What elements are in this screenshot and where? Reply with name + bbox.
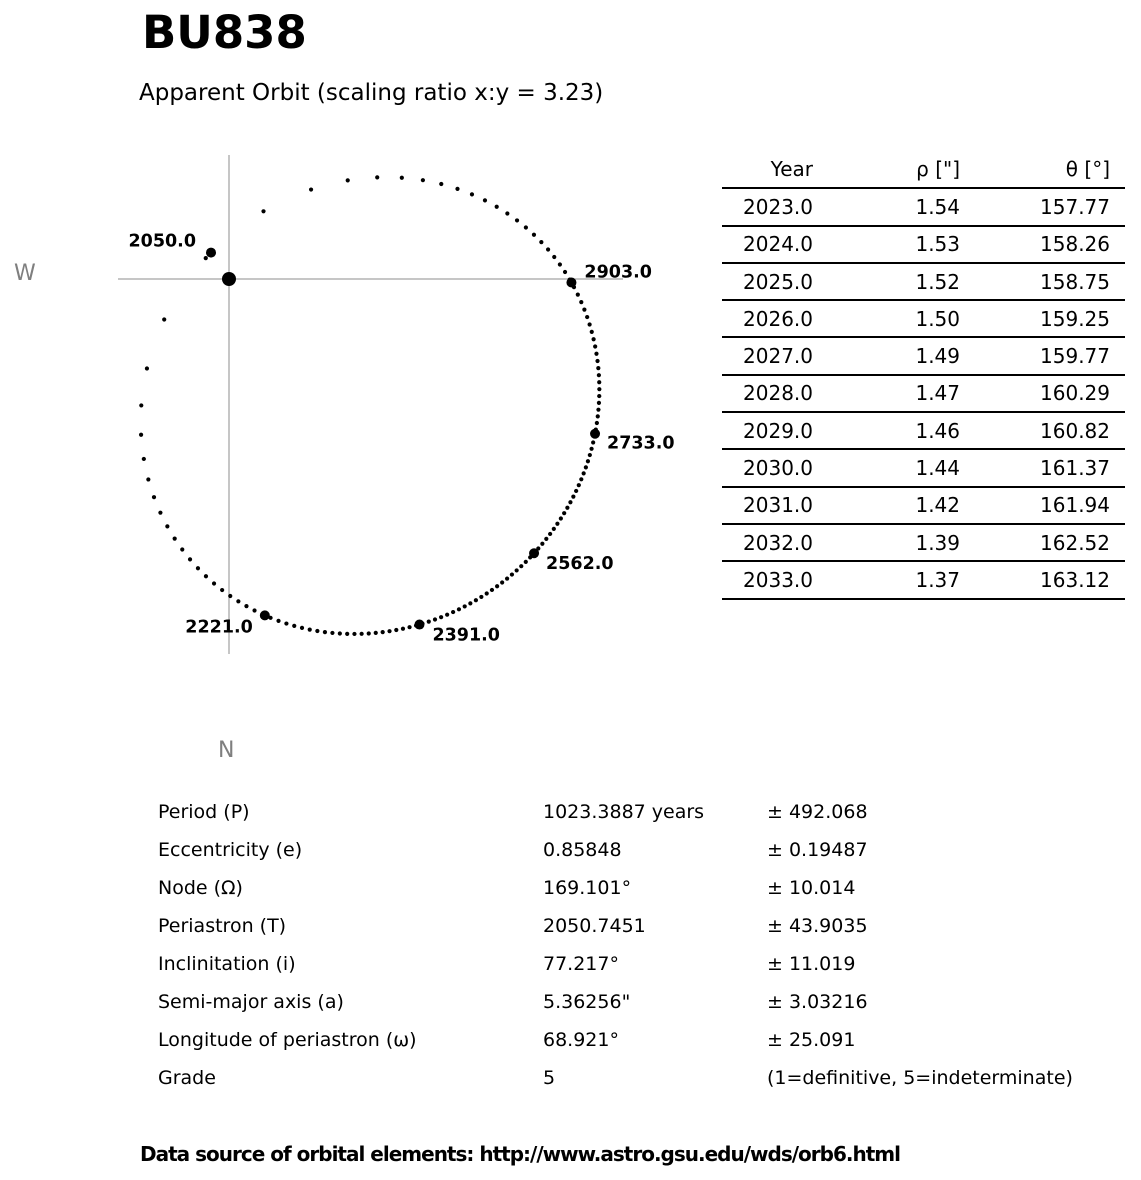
- orbit-dot: [220, 588, 224, 592]
- orbit-dot: [563, 270, 567, 274]
- ephemeris-cell-pad: [1110, 375, 1125, 412]
- ephemeris-cell: 2024.0: [722, 226, 813, 263]
- orbit-dot: [308, 627, 312, 631]
- orbit-dot: [470, 192, 474, 196]
- element-value: 5: [543, 1067, 556, 1089]
- ephemeris-row: [722, 263, 1125, 300]
- orbit-dot: [284, 621, 288, 625]
- ephemeris-cell-pad: [1110, 412, 1125, 449]
- orbit-dot: [495, 205, 499, 209]
- ephemeris-cell-pad: [1110, 300, 1125, 337]
- ephemeris-cell: 157.77: [960, 188, 1110, 225]
- orbit-dot: [596, 414, 600, 418]
- ephemeris-row: [722, 337, 1125, 374]
- orbit-dot: [152, 495, 156, 499]
- orbit-dot: [555, 522, 559, 526]
- orbit-dot: [374, 631, 378, 635]
- ephemeris-cell-pad: [1110, 487, 1125, 524]
- ephemeris-row: [722, 561, 1125, 598]
- ephemeris-cell: 1.50: [813, 300, 960, 337]
- ephemeris-cell-pad: [1110, 524, 1125, 561]
- orbit-dot: [576, 293, 580, 297]
- element-value: 169.101°: [543, 877, 632, 899]
- orbit-dot: [204, 256, 208, 260]
- orbit-dot: [505, 576, 509, 580]
- ephemeris-cell: 162.52: [960, 524, 1110, 561]
- element-value: 0.85848: [543, 839, 622, 861]
- element-label: Semi-major axis (a): [158, 991, 344, 1013]
- element-error: (1=definitive, 5=indeterminate): [767, 1067, 1073, 1089]
- element-row: [158, 869, 1087, 907]
- ephemeris-cell-pad: [1110, 263, 1125, 300]
- orbit-dot: [439, 182, 443, 186]
- ephemeris-body: [722, 188, 1125, 598]
- orbit-dot: [433, 617, 437, 621]
- ephemeris-cell: 1.37: [813, 561, 960, 598]
- orbit-dot: [596, 366, 600, 370]
- orbit-dot: [445, 613, 449, 617]
- orbit-dot: [427, 620, 431, 624]
- orbit-dot: [483, 198, 487, 202]
- orbit-dot: [212, 581, 216, 585]
- ephemeris-cell: 2033.0: [722, 561, 813, 598]
- orbit-dot: [552, 255, 556, 259]
- orbit-dot: [588, 322, 592, 326]
- orbit-dot: [585, 315, 589, 319]
- orbit-dot: [479, 595, 483, 599]
- element-value: 68.921°: [543, 1029, 619, 1051]
- epoch-dot: [260, 610, 270, 620]
- ephemeris-cell: 1.53: [813, 226, 960, 263]
- orbit-dot: [162, 317, 166, 321]
- orbit-dot: [571, 495, 575, 499]
- ephemeris-cell: 160.29: [960, 375, 1110, 412]
- ephemeris-header: ρ ["]: [813, 151, 960, 188]
- epoch-label: 2221.0: [185, 617, 253, 638]
- ephemeris-header: Year: [722, 151, 813, 188]
- orbit-dot: [524, 560, 528, 564]
- ephemeris-cell-pad: [1110, 188, 1125, 225]
- ephemeris-cell: 158.26: [960, 226, 1110, 263]
- epoch-label: 2903.0: [584, 262, 652, 283]
- orbit-dot: [548, 532, 552, 536]
- page-subtitle: Apparent Orbit (scaling ratio x:y = 3.23): [139, 80, 604, 106]
- data-source-footer: Data source of orbital elements: http://www.astro.gsu.edu/wds/orb6.html: [140, 1142, 900, 1166]
- element-error: ± 0.19487: [767, 839, 868, 861]
- ephemeris-header-pad: [1110, 151, 1125, 188]
- orbit-dot: [142, 457, 146, 461]
- orbit-dot: [559, 516, 563, 520]
- element-row: [158, 831, 1087, 869]
- orbit-dot: [595, 421, 599, 425]
- ephemeris-cell: 158.75: [960, 263, 1110, 300]
- element-row: [158, 945, 1087, 983]
- ephemeris-cell: 1.54: [813, 188, 960, 225]
- orbit-dot: [338, 631, 342, 635]
- orbit-dot: [474, 598, 478, 602]
- element-label: Inclinitation (i): [158, 953, 296, 975]
- ephemeris-cell: 1.42: [813, 487, 960, 524]
- element-value: 5.36256": [543, 991, 631, 1013]
- orbit-dot: [261, 209, 265, 213]
- orbit-dot: [345, 632, 349, 636]
- orbit-dot: [591, 440, 595, 444]
- orbit-dot: [596, 408, 600, 412]
- primary-star-dot: [222, 272, 236, 286]
- element-error: ± 10.014: [767, 877, 856, 899]
- orbit-dot: [515, 218, 519, 222]
- orbit-dot: [490, 588, 494, 592]
- element-error: ± 25.091: [767, 1029, 856, 1051]
- orbit-dot: [165, 524, 169, 528]
- orbit-dot: [597, 401, 601, 405]
- ephemeris-cell-pad: [1110, 226, 1125, 263]
- ephemeris-cell: 2028.0: [722, 375, 813, 412]
- orbit-dot: [584, 465, 588, 469]
- ephemeris-cell-pad: [1110, 337, 1125, 374]
- orbit-dot: [586, 459, 590, 463]
- epoch-dot: [590, 429, 600, 439]
- ephemeris-cell: 2031.0: [722, 487, 813, 524]
- orbit-dot: [323, 630, 327, 634]
- orbit-dot: [593, 344, 597, 348]
- ephemeris-cell: 2025.0: [722, 263, 813, 300]
- ephemeris-row: [722, 487, 1125, 524]
- epoch-dot: [206, 248, 216, 258]
- ephemeris-row: [722, 300, 1125, 337]
- orbit-dot: [381, 630, 385, 634]
- ephemeris-cell: 161.94: [960, 487, 1110, 524]
- epoch-dot: [529, 548, 539, 558]
- orbit-dot: [346, 178, 350, 182]
- orbit-dot: [500, 580, 504, 584]
- orbit-dot: [588, 453, 592, 457]
- orbit-dot: [204, 574, 208, 578]
- orbit-dot: [352, 632, 356, 636]
- orbit-dot: [519, 564, 523, 568]
- ephemeris-cell: 160.82: [960, 412, 1110, 449]
- epoch-dot: [414, 620, 424, 630]
- orbit-dot: [394, 628, 398, 632]
- ephemeris-row: [722, 375, 1125, 412]
- ephemeris-cell-pad: [1110, 561, 1125, 598]
- ephemeris-row: [722, 188, 1125, 225]
- orbit-dot: [540, 542, 544, 546]
- ephemeris-cell: 1.39: [813, 524, 960, 561]
- north-axis-label: N: [218, 738, 235, 763]
- ephemeris-cell: 2023.0: [722, 188, 813, 225]
- orbit-dot: [468, 601, 472, 605]
- orbit-dot: [544, 537, 548, 541]
- orbit-dot: [401, 627, 405, 631]
- orbit-dot: [244, 604, 248, 608]
- orbit-dot: [597, 387, 601, 391]
- ephemeris-cell: 2029.0: [722, 412, 813, 449]
- orbit-dot: [158, 511, 162, 515]
- element-label: Period (P): [158, 801, 250, 823]
- orbit-dot: [139, 433, 143, 437]
- ephemeris-head: [722, 151, 1125, 188]
- orbit-dot: [455, 187, 459, 191]
- epoch-dot: [566, 278, 576, 288]
- element-label: Grade: [158, 1067, 216, 1089]
- orbit-dot: [510, 572, 514, 576]
- orbit-dot: [597, 373, 601, 377]
- orbit-dot: [558, 262, 562, 266]
- element-error: ± 11.019: [767, 953, 856, 975]
- orbit-dot: [485, 591, 489, 595]
- ephemeris-cell: 159.77: [960, 337, 1110, 374]
- ephemeris-table: [722, 151, 1125, 600]
- orbit-dot: [451, 610, 455, 614]
- orbit-dot: [300, 626, 304, 630]
- orbit-dot: [252, 608, 256, 612]
- orbit-dot: [579, 477, 583, 481]
- orbit-dot: [457, 607, 461, 611]
- orbit-dot: [387, 629, 391, 633]
- element-label: Longitude of periastron (ω): [158, 1029, 417, 1051]
- orbit-dot: [577, 483, 581, 487]
- orbit-dot: [589, 447, 593, 451]
- orbit-dot: [539, 240, 543, 244]
- epoch-label: 2733.0: [607, 433, 675, 454]
- element-label: Periastron (T): [158, 915, 287, 937]
- orbit-dot: [145, 366, 149, 370]
- orbit-dot: [309, 187, 313, 191]
- element-label: Node (Ω): [158, 877, 243, 899]
- orbit-dot: [582, 308, 586, 312]
- epoch-label: 2391.0: [432, 625, 500, 646]
- element-error: ± 3.03216: [767, 991, 868, 1013]
- orbit-dot: [579, 300, 583, 304]
- orbit-dot: [360, 632, 364, 636]
- orbit-dot: [515, 568, 519, 572]
- orbit-dot: [400, 176, 404, 180]
- element-value: 2050.7451: [543, 915, 646, 937]
- element-row: [158, 907, 1087, 945]
- orbit-dot: [421, 178, 425, 182]
- ephemeris-row: [722, 412, 1125, 449]
- ephemeris-cell: 163.12: [960, 561, 1110, 598]
- ephemeris-cell: 161.37: [960, 449, 1110, 486]
- ephemeris-cell: 1.49: [813, 337, 960, 374]
- ephemeris-cell: 2027.0: [722, 337, 813, 374]
- element-label: Eccentricity (e): [158, 839, 303, 861]
- element-value: 1023.3887 years: [543, 801, 705, 823]
- orbit-dot: [532, 233, 536, 237]
- orbit-dot: [463, 604, 467, 608]
- ephemeris-cell: 1.44: [813, 449, 960, 486]
- ephemeris-cell-pad: [1110, 449, 1125, 486]
- epoch-label: 2050.0: [128, 231, 197, 252]
- orbit-dot: [139, 403, 143, 407]
- ephemeris-cell: 2026.0: [722, 300, 813, 337]
- orbit-dot: [568, 500, 572, 504]
- ephemeris-cell: 2032.0: [722, 524, 813, 561]
- ephemeris-head-row: [722, 151, 1125, 188]
- orbit-dot: [597, 380, 601, 384]
- orbit-dot: [574, 489, 578, 493]
- orbit-dot: [276, 619, 280, 623]
- orbit-dot: [505, 211, 509, 215]
- orbit-dot: [292, 624, 296, 628]
- epoch-label: 2562.0: [546, 554, 614, 575]
- orbit-dot: [546, 247, 550, 251]
- ephemeris-cell: 1.47: [813, 375, 960, 412]
- element-row: [158, 1021, 1087, 1059]
- orbit-dot: [597, 394, 601, 398]
- page-title: BU838: [142, 6, 307, 59]
- orbit-dot: [330, 631, 334, 635]
- orbit-dot: [236, 599, 240, 603]
- orbit-dot: [188, 557, 192, 561]
- element-row: [158, 793, 1087, 831]
- orbit-dot: [196, 566, 200, 570]
- orbit-dot: [552, 527, 556, 531]
- element-error: ± 492.068: [767, 801, 868, 823]
- orbit-dot: [315, 629, 319, 633]
- orbit-dot: [524, 225, 528, 229]
- orbit-dot: [375, 175, 379, 179]
- orbit-dot: [595, 359, 599, 363]
- orbit-dot: [582, 471, 586, 475]
- orbit-dot: [565, 506, 569, 510]
- orbit-dot: [592, 337, 596, 341]
- ephemeris-cell: 159.25: [960, 300, 1110, 337]
- orbit-dot: [228, 594, 232, 598]
- ephemeris-header: θ [°]: [960, 151, 1110, 188]
- element-value: 77.217°: [543, 953, 619, 975]
- orbit-dot: [146, 477, 150, 481]
- ephemeris-cell: 2030.0: [722, 449, 813, 486]
- ephemeris-row: [722, 524, 1125, 561]
- element-row: [158, 983, 1087, 1021]
- orbit-dot: [407, 625, 411, 629]
- orbital-elements: [158, 793, 1087, 1097]
- ephemeris-row: [722, 226, 1125, 263]
- element-row: [158, 1059, 1087, 1097]
- orbit-dot: [594, 352, 598, 356]
- orbit-dot: [180, 547, 184, 551]
- orbit-dot: [173, 536, 177, 540]
- ephemeris-cell: 1.52: [813, 263, 960, 300]
- ephemeris-row: [722, 449, 1125, 486]
- ephemeris-cell: 1.46: [813, 412, 960, 449]
- west-axis-label: W: [14, 261, 36, 286]
- element-error: ± 43.9035: [767, 915, 868, 937]
- orbit-dot: [590, 330, 594, 334]
- orbit-dot: [367, 631, 371, 635]
- orbit-dot: [495, 584, 499, 588]
- orbit-dot: [439, 615, 443, 619]
- orbit-dot: [562, 511, 566, 515]
